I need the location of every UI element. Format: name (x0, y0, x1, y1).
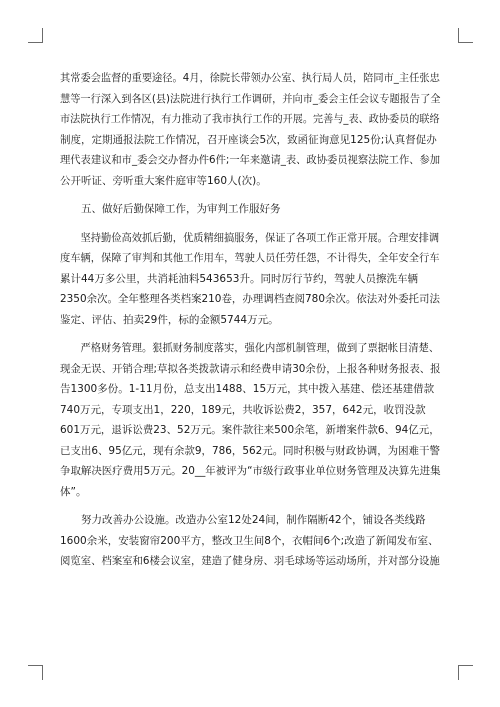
document-body (60, 68, 440, 580)
paragraph-line: 制度，定期通报法院工作情况，召开座谈会5次，致函征询意见125份;认真督促办 (60, 133, 437, 146)
paragraph-line: 公开听证、旁听重大案件庭审等160人(次)。 (60, 174, 267, 187)
paragraph-line: 市法院执行工作情况，有力推动了我市执行工作的开展。完善与_表、政协委员的联络 (60, 113, 440, 125)
body-paragraph (60, 68, 440, 191)
body-paragraph (60, 228, 440, 331)
paragraph-line: 慧等一行深入到各区(县)法院进行执行工作调研，并向市_委会主任会议专题报告了全 (60, 92, 441, 105)
paragraph-line: 2350余次。全年整理各类档案210卷，办理调档查阅780余次。依法对外委托司法 (60, 293, 440, 305)
paragraph-line: 阅览室、档案室和6楼会议室，建造了健身房、羽毛球场等运动场所，并对部分设施 (60, 555, 440, 567)
crop-mark-top-left (28, 28, 43, 43)
body-paragraph (60, 338, 440, 502)
paragraph-line: 其常委会监督的重要途径。4月，徐院长带领办公室、执行局人员，陪同市_主任张忠 (60, 72, 440, 84)
paragraph-line: 努力改善办公设施。改造办公室12处24间，制作隔断42个，铺设各类线路 (81, 514, 426, 526)
paragraph-line: 理代表建议和市_委会交办督办件6件;一年来邀请_表、政协委员视察法院工作、参加 (60, 154, 441, 166)
paragraph-line: 度车辆，保障了审判和其他工作用车，驾驶人员任劳任怨，不计得失，全年安全行车 (60, 252, 440, 264)
crop-mark-bottom-left (28, 665, 43, 680)
paragraph-line: 争取解决医疗费用5万元。20__年被评为“市级行政事业单位财务管理及决算先进集 (60, 465, 441, 477)
paragraph-line: 1600余米，安装窗帘200平方，整改卫生间8个，衣帽间6个;改造了新闻发布室、 (60, 534, 439, 547)
crop-mark-top-right (458, 28, 473, 43)
paragraph-line: 体”。 (60, 485, 87, 498)
paragraph-line: 740万元，专项支出1，220，189元，共收诉讼费2，357，642元，收罚没款 (60, 403, 426, 416)
crop-mark-bottom-right (458, 665, 473, 680)
paragraph-line: 告1300多份。1-11月份，总支出1488、15万元，其中拨入基建、偿还基建借款 (60, 383, 435, 395)
paragraph-line: 601万元，退诉讼费23、52万元。案件款往来500余笔，新增案件款6、94亿元， (60, 424, 440, 436)
paragraph-line: 现金无误、开销合理;草拟各类拨款请示和经费申请30余份，上报各种财务报表、报 (60, 362, 441, 375)
body-paragraph (60, 510, 440, 572)
paragraph-line: 严格财务管理。狠抓财务制度落实，强化内部机制管理，做到了票据帐目清楚、 (80, 342, 440, 354)
section-heading: 五、做好后勤保障工作，为审判工作服好务 (81, 203, 281, 215)
paragraph-line: 累计44万多公里，共消耗油料543653升。同时厉行节约，驾驶人员擦洗车辆 (60, 272, 418, 285)
paragraph-line: 坚持勤俭高效抓后勤，优质精细搞服务，保证了各项工作正常开展。合理安排调 (80, 231, 440, 244)
paragraph-line: 鉴定、评估、拍卖29件，标的金额5744万元。 (60, 313, 279, 326)
paragraph-line: 已支出6、95亿元，现有余款9，786，562元。同时积极与财政协调，为困难干警 (60, 444, 440, 457)
